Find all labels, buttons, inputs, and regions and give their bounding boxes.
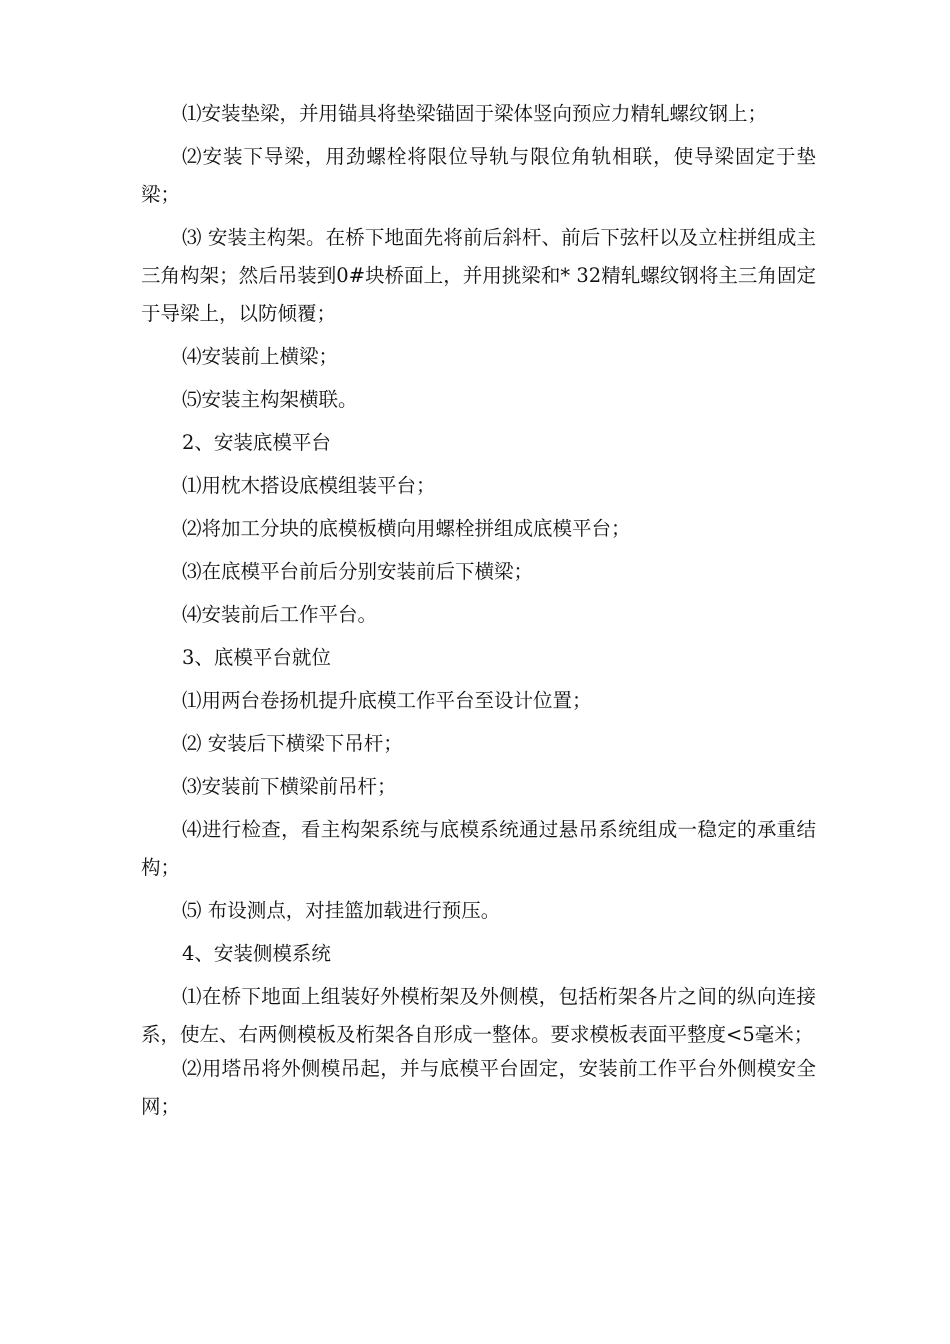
paragraph: ⑶在底模平台前后分别安装前后下横梁； (182, 560, 534, 583)
paragraph: ⑵将加工分块的底模板横向用螺栓拼组成底模平台； (182, 517, 631, 540)
paragraph: ⑴用枕木搭设底模组装平台； (182, 474, 436, 497)
paragraph: ⑵用塔吊将外侧模吊起，并与底模平台固定，安装前工作平台外侧模安全网； (141, 1057, 816, 1118)
paragraph: ⑸ 布设测点，对挂篮加载进行预压。 (182, 899, 501, 922)
paragraph: ⑴安装垫梁，并用锚具将垫梁锚固于梁体竖向预应力精轧螺纹钢上； (182, 102, 768, 125)
paragraph: ⑶安装前下横梁前吊杆； (182, 775, 397, 798)
paragraph: ⑷进行检查，看主构架系统与底模系统通过悬吊系统组成一稳定的承重结构； (141, 818, 816, 879)
paragraph: ⑷安装前后工作平台。 (182, 603, 378, 626)
section-heading: 2、安装底模平台 (182, 431, 331, 454)
paragraph: ⑴用两台卷扬机提升底模工作平台至设计位置； (182, 689, 592, 712)
section-heading: 4、安装侧模系统 (182, 942, 331, 965)
paragraph: ⑵安装下导梁，用劲螺栓将限位导轨与限位角轨相联，使导梁固定于垫梁； (141, 145, 816, 206)
section-heading: 3、底模平台就位 (182, 646, 331, 669)
paragraph: ⑸安装主构架横联。 (182, 388, 358, 411)
paragraph: ⑷安装前上横梁； (182, 345, 339, 368)
paragraph: ⑴在桥下地面上组装好外模桁架及外侧模，包括桁架各片之间的纵向连接系，使左、右两侧模板及桁架各自形成一整体。要求模板表面平整度<5毫米； (141, 985, 816, 1046)
paragraph: ⑵ 安装后下横梁下吊杆； (182, 732, 403, 755)
paragraph: ⑶ 安装主构架。在桥下地面先将前后斜杆、前后下弦杆以及立柱拼组成主三角构架；然后吊装到0#块桥面上，并用挑梁和* 32精轧螺纹钢将主三角固定于导梁上，以防倾覆； (141, 226, 816, 325)
document-body (141, 95, 816, 1131)
